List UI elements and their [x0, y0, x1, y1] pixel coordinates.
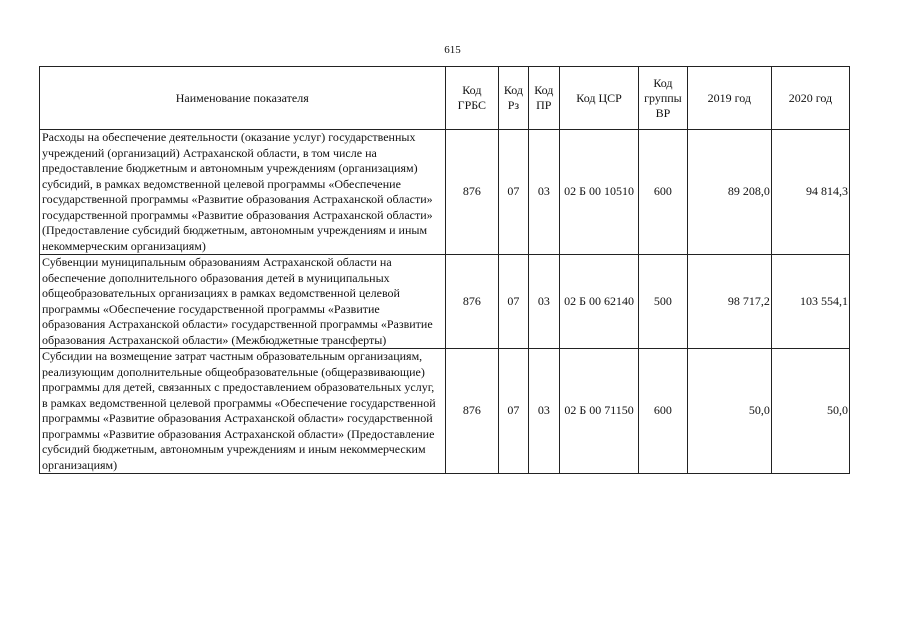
header-vr: Код группы ВР — [639, 67, 688, 130]
row-grbs: 876 — [445, 130, 499, 255]
row-2019: 50,0 — [687, 349, 771, 474]
row-2020: 94 814,3 — [771, 130, 849, 255]
header-rz: Код Рз — [499, 67, 528, 130]
row-vr: 500 — [639, 255, 688, 349]
table-row — [40, 130, 850, 255]
header-grbs: Код ГРБС — [445, 67, 499, 130]
row-csr: 02 Б 00 10510 — [560, 130, 639, 255]
row-2020: 50,0 — [771, 349, 849, 474]
row-pr: 03 — [528, 130, 559, 255]
row-pr: 03 — [528, 349, 559, 474]
row-name: Расходы на обеспечение деятельности (оказание услуг) государственных учреждений (организаций) Астраханской области, в том числе на предоставление бюджетным и автономным учреждениям (организациям) субсидий, в рамках ведомственной целевой программы «Обеспечение государственной программы «Развитие образования Астраханской области» государственной программы «Развитие образования Астраханской области» (Предоставление субсидий бюджетным, автономным учреждениям и иным некоммерческим организациям) — [40, 130, 446, 255]
row-grbs: 876 — [445, 255, 499, 349]
row-vr: 600 — [639, 349, 688, 474]
row-vr: 600 — [639, 130, 688, 255]
row-2020: 103 554,1 — [771, 255, 849, 349]
header-pr: Код ПР — [528, 67, 559, 130]
row-2019: 89 208,0 — [687, 130, 771, 255]
page-number: 615 — [444, 44, 461, 56]
row-rz: 07 — [499, 349, 528, 474]
row-csr: 02 Б 00 62140 — [560, 255, 639, 349]
row-2019: 98 717,2 — [687, 255, 771, 349]
header-2020: 2020 год — [771, 67, 849, 130]
row-grbs: 876 — [445, 349, 499, 474]
header-name: Наименование показателя — [40, 67, 446, 130]
header-csr: Код ЦСР — [560, 67, 639, 130]
table-header-row — [40, 67, 850, 130]
row-rz: 07 — [499, 130, 528, 255]
table-row — [40, 255, 850, 349]
row-name: Субсидии на возмещение затрат частным образовательным организациям, реализующим дополнительные общеобразовательные (общеразвивающие) программы для детей, связанных с предоставлением образовательных услуг, в рамках ведомственной целевой программы «Обеспечение государственной программы «Развитие образования Астраханской области» государственной программы «Развитие образования Астраханской области» (Предоставление субсидий бюджетным, автономным учреждениям и иным некоммерческим организациям) — [40, 349, 446, 474]
budget-table — [39, 66, 850, 474]
row-name: Субвенции муниципальным образованиям Астраханской области на обеспечение дополнительного образования детей в муниципальных общеобразовательных организациях в рамках ведомственной целевой программы «Обеспечение государственной программы «Развитие образования Астраханской области» государственной программы «Развитие образования Астраханской области» (Межбюджетные трансферты) — [40, 255, 446, 349]
row-rz: 07 — [499, 255, 528, 349]
row-pr: 03 — [528, 255, 559, 349]
header-2019: 2019 год — [687, 67, 771, 130]
row-csr: 02 Б 00 71150 — [560, 349, 639, 474]
table-row — [40, 349, 850, 474]
